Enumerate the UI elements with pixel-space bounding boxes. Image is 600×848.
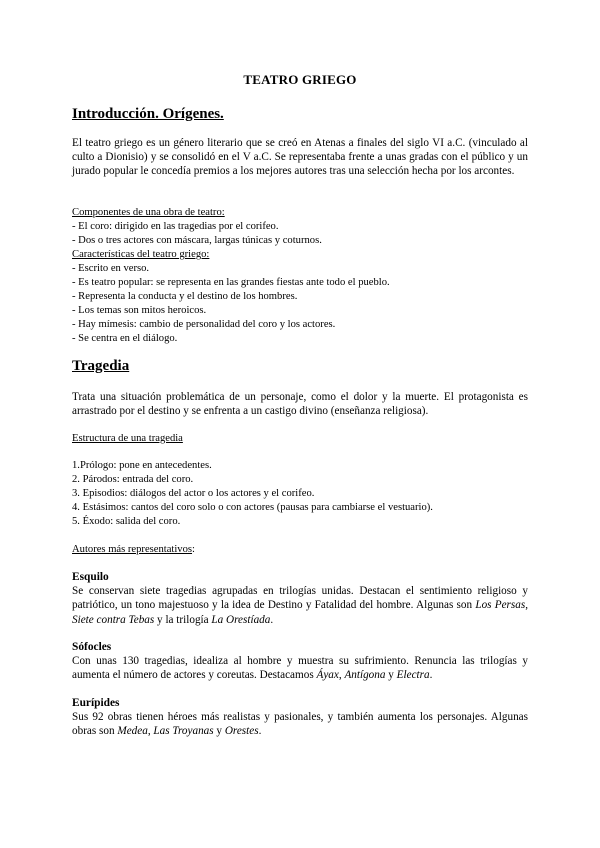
authors-title-text: Autores más representativos (72, 544, 193, 555)
tragedy-heading: Tragedia (72, 358, 130, 374)
list-item: - Representa la conducta y el destino de los hombres. (72, 291, 298, 302)
work-title: Las Troyanas (153, 725, 214, 738)
work-title: Medea (117, 725, 148, 738)
structure-list (72, 459, 528, 529)
intro-paragraph: El teatro griego es un género literario que se creó en Atenas a finales del siglo VI a.C. (vinculado al culto a Dionisio) y se consolidó en el V a.C. Se representaba frente a unas gradas con el público y un jurado popular le concedía premios a los mejores autores tras una selección hecha por los arcontes. (72, 137, 528, 178)
list-item: 5. Éxodo: salida del coro. (72, 516, 181, 527)
structure-title (72, 432, 528, 446)
author-name: Esquilo (72, 571, 109, 583)
work-title: Los Persas (475, 599, 526, 612)
work-title: Antígona (344, 669, 386, 682)
author-block-euripides (72, 696, 528, 739)
author-text: Con unas 130 tragedias, idealiza al hombre y muestra su sufrimiento. Renuncia las trilogías y aumenta el número de actores y coreutas. Destacamos Áyax, Antígona y Electra. (72, 655, 528, 682)
page-title: TEATRO GRIEGO (243, 72, 357, 87)
list-item: - Es teatro popular: se representa en las grandes fiestas ante todo el pueblo. (72, 277, 390, 288)
authors-title (72, 543, 528, 557)
features-title: Características del teatro griego: (72, 249, 210, 260)
list-item: - Escrito en verso. (72, 263, 150, 274)
work-title: Áyax (316, 669, 339, 682)
intro-heading: Introducción. Orígenes. (72, 106, 224, 122)
work-title: Orestes (224, 725, 259, 738)
list-item: - Hay mímesis: cambio de personalidad del coro y los actores. (72, 319, 336, 330)
work-title: La Orestíada (211, 613, 271, 626)
list-item: 2. Párodos: entrada del coro. (72, 474, 194, 485)
work-title: Siete contra Tebas (72, 613, 155, 626)
author-text: Sus 92 obras tienen héroes más realistas y pasionales, y también aumenta los personajes. Algunas obras son Medea, Las Troyanas y Orestes. (72, 711, 528, 738)
tragedy-paragraph: Trata una situación problemática de un personaje, como el dolor y la muerte. El protagonista es arrastrado por el destino y se enfrenta a un castigo divino (enseñanza religiosa). (72, 391, 528, 418)
work-title: Electra (396, 669, 430, 682)
structure-title-text: Estructura de una tragedia (72, 433, 183, 444)
list-item: 1.Prólogo: pone en antecedentes. (72, 460, 212, 471)
author-block-sofocles (72, 640, 528, 683)
list-item: 4. Estásimos: cantos del coro solo o con actores (pausas para cambiarse el vestuario). (72, 502, 433, 513)
authors-title-colon: : (192, 544, 195, 555)
list-item: - El coro: dirigido en las tragedias por el corifeo. (72, 221, 279, 232)
components-section (72, 206, 528, 346)
list-item: - Se centra en el diálogo. (72, 333, 178, 344)
list-item: - Los temas son mitos heroicos. (72, 305, 207, 316)
list-item: 3. Episodios: diálogos del actor o los actores y el corifeo. (72, 488, 315, 499)
author-block-esquilo (72, 570, 528, 627)
author-name: Eurípides (72, 697, 120, 709)
list-item: - Dos o tres actores con máscara, largas túnicas y coturnos. (72, 235, 322, 246)
author-name: Sófocles (72, 641, 112, 653)
author-text: Se conservan siete tragedias agrupadas en trilogías unidas. Destacan el sentimiento religioso y patriótico, un tono majestuoso y la idea de Destino y Fatalidad del hombre. Algunas son Los Persas, Siete contra Tebas y la trilogía La Orestíada. (72, 585, 528, 626)
components-title: Componentes de una obra de teatro: (72, 207, 225, 218)
